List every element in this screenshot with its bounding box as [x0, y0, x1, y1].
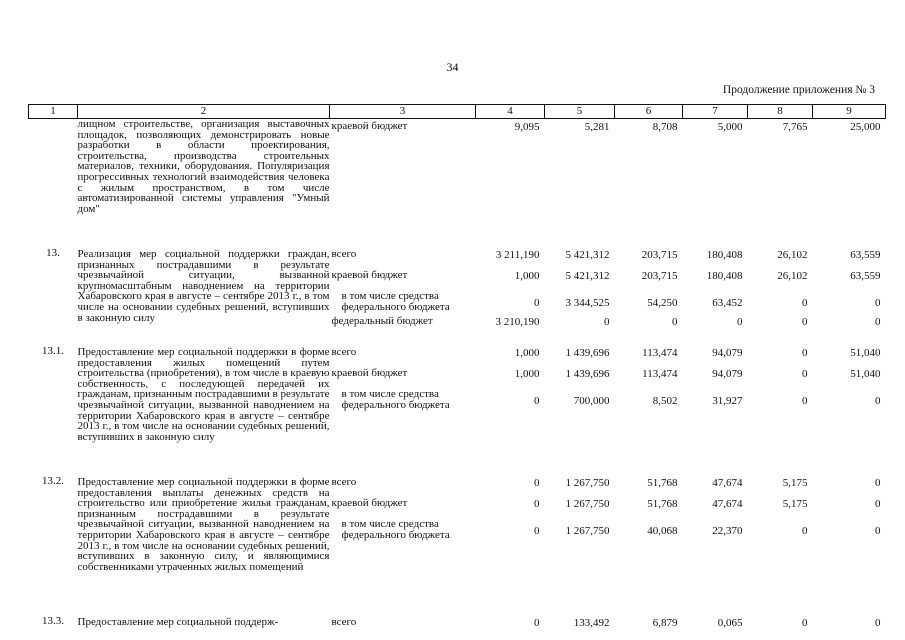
source-label: всего [331, 248, 357, 260]
value-column-4 [476, 247, 545, 335]
cell-value: 5,000 [717, 121, 743, 133]
table-body [29, 119, 886, 636]
value-column-6 [615, 475, 683, 607]
source-label: всего [331, 476, 357, 488]
cell-value: 5,175 [782, 498, 808, 510]
cell-value: 0 [802, 395, 808, 407]
cell-value: 54,250 [647, 297, 678, 309]
cell-value: 9,095 [514, 121, 540, 133]
value-column-9 [813, 119, 886, 238]
cell-value: 700,000 [573, 395, 610, 407]
table-row [29, 615, 886, 635]
cell-value: 51,040 [850, 368, 881, 380]
cell-value: 0 [875, 297, 881, 309]
cell-value: 40,068 [647, 525, 678, 537]
cell-value: 0 [604, 316, 610, 328]
cell-value: 47,674 [712, 477, 743, 489]
header-row [29, 105, 886, 119]
cell-value: 0 [534, 297, 540, 309]
cell-value: 25,000 [850, 121, 881, 133]
value-column-8 [748, 615, 813, 635]
row-number: 13.1. [42, 345, 64, 357]
cell-value: 5 421,312 [565, 249, 610, 261]
cell-value: 3 210,190 [495, 316, 540, 328]
cell-value: 63,559 [850, 270, 881, 282]
value-column-4 [476, 345, 545, 465]
row-number: 13.3. [42, 615, 64, 627]
cell-value: 0 [802, 347, 808, 359]
cell-value: 133,492 [573, 617, 610, 629]
cell-value: 180,408 [706, 270, 743, 282]
row-sources [330, 345, 476, 465]
cell-value: 94,079 [712, 368, 743, 380]
cell-value: 1,000 [514, 347, 540, 359]
source-label: краевой бюджет [331, 269, 408, 281]
source-label: краевой бюджет [331, 367, 408, 379]
row-description: Предоставление мер социальной поддержки в форме предоставления выплаты денежных средств на строительство или приобретение жилья гражданам, признанным пострадавшими в результате чрезвычайной ситуации, вызванной наводнением на территории Хабаровского края в августе – сентябре 2013 г., в том числе на основании судебных решений, вступивших в законную силу, и являющимися собственниками утраченных жилых помещений [77, 476, 330, 573]
row-number: 13.2. [42, 475, 64, 487]
value-column-9 [813, 475, 886, 607]
value-column-9 [813, 247, 886, 335]
header-col-6: 6 [615, 105, 683, 119]
header-col-1: 1 [29, 105, 78, 119]
cell-value: 7,765 [782, 121, 808, 133]
row-sources [330, 615, 476, 635]
cell-value: 1 267,750 [565, 477, 610, 489]
cell-value: 0 [875, 316, 881, 328]
value-column-6 [615, 119, 683, 238]
table-row [29, 119, 886, 238]
source-label: в том числе средства федерального бюджета [341, 290, 450, 313]
row-spacer [29, 335, 886, 345]
cell-value: 1 439,696 [565, 347, 610, 359]
cell-value: 113,474 [642, 347, 678, 359]
row-number [29, 119, 78, 238]
cell-value: 1,000 [514, 270, 540, 282]
cell-value: 180,408 [706, 249, 743, 261]
row-sources [330, 119, 476, 238]
cell-value: 31,927 [712, 395, 743, 407]
cell-value: 0 [534, 395, 540, 407]
cell-value: 26,102 [777, 249, 808, 261]
cell-value: 63,452 [712, 297, 743, 309]
cell-value: 1 267,750 [565, 498, 610, 510]
cell-value: 51,768 [647, 498, 678, 510]
value-column-5 [545, 615, 615, 635]
value-column-5 [545, 247, 615, 335]
value-column-4 [476, 615, 545, 635]
value-column-4 [476, 119, 545, 238]
row-spacer [29, 465, 886, 475]
cell-value: 63,559 [850, 249, 881, 261]
cell-value: 203,715 [641, 249, 678, 261]
header-col-9: 9 [813, 105, 886, 119]
value-column-7 [683, 345, 748, 465]
table-row [29, 247, 886, 335]
value-column-7 [683, 247, 748, 335]
cell-value: 26,102 [777, 270, 808, 282]
header-col-5: 5 [545, 105, 615, 119]
cell-value: 0 [875, 395, 881, 407]
row-spacer-cell [29, 237, 886, 247]
value-column-9 [813, 345, 886, 465]
header-col-3: 3 [330, 105, 476, 119]
row-number: 13. [46, 247, 60, 259]
cell-value: 0 [534, 498, 540, 510]
header-col-7: 7 [683, 105, 748, 119]
cell-value: 0 [737, 316, 743, 328]
cell-value: 0 [672, 316, 678, 328]
cell-value: 5 421,312 [565, 270, 610, 282]
cell-value: 0 [534, 525, 540, 537]
value-column-7 [683, 475, 748, 607]
row-description: Предоставление мер социальной поддержки в форме предоставления жилых помещений путем строительства (приобретения), в том числе в краевую собственность, с последующей передачей их гражданам, признанным пострадавшими в результате чрезвычайной ситуации, вызванной наводнением на территории Хабаровского края в августе – сентябре 2013 г., в том числе на основании судебных решений, вступивших в законную силу [77, 346, 330, 443]
header-col-4: 4 [476, 105, 545, 119]
cell-value: 0 [875, 525, 881, 537]
row-spacer-cell [29, 607, 886, 615]
value-column-8 [748, 247, 813, 335]
cell-value: 6,879 [652, 617, 678, 629]
value-column-9 [813, 615, 886, 635]
source-label: краевой бюджет [331, 497, 408, 509]
value-column-7 [683, 119, 748, 238]
cell-value: 51,768 [647, 477, 678, 489]
cell-value: 0 [534, 617, 540, 629]
row-sources [330, 475, 476, 607]
header-col-8: 8 [748, 105, 813, 119]
table-row [29, 345, 886, 465]
row-spacer [29, 607, 886, 615]
value-column-6 [615, 615, 683, 635]
value-column-6 [615, 247, 683, 335]
source-label: краевой бюджет [331, 120, 408, 132]
cell-value: 1,000 [514, 368, 540, 380]
cell-value: 51,040 [850, 347, 881, 359]
row-description: Реализация мер социальной поддержки граждан, признанных пострадавшими в результате чрезвычайной ситуации, вызванной крупномасштабным наводнением на территории Хабаровского края в августе – сентябре 2013 г., в том числе на основании судебных решений, вступивших в законную силу [77, 248, 330, 324]
cell-value: 5,281 [584, 121, 610, 133]
row-description: Предоставление мер социальной поддерж- [77, 616, 279, 628]
value-column-5 [545, 119, 615, 238]
header-col-2: 2 [78, 105, 330, 119]
row-sources [330, 247, 476, 335]
cell-value: 0,065 [717, 617, 743, 629]
cell-value: 22,370 [712, 525, 743, 537]
cell-value: 0 [875, 617, 881, 629]
source-label: в том числе средства федерального бюджета [341, 388, 450, 411]
value-column-5 [545, 475, 615, 607]
value-column-7 [683, 615, 748, 635]
cell-value: 0 [875, 498, 881, 510]
page-number: 34 [446, 60, 459, 74]
value-column-4 [476, 475, 545, 607]
value-column-8 [748, 119, 813, 238]
cell-value: 0 [534, 477, 540, 489]
cell-value: 0 [802, 368, 808, 380]
cell-value: 94,079 [712, 347, 743, 359]
table-row [29, 475, 886, 607]
cell-value: 0 [875, 477, 881, 489]
cell-value: 0 [802, 316, 808, 328]
source-label: федеральный бюджет [331, 315, 433, 327]
value-column-8 [748, 475, 813, 607]
row-spacer [29, 237, 886, 247]
budget-table [28, 104, 886, 635]
value-column-6 [615, 345, 683, 465]
cell-value: 3 344,525 [565, 297, 610, 309]
cell-value: 1 439,696 [565, 368, 610, 380]
cell-value: 0 [802, 525, 808, 537]
source-label: всего [331, 346, 357, 358]
cell-value: 113,474 [642, 368, 678, 380]
source-label: в том числе средства федерального бюджета [341, 518, 450, 541]
continuation-label: Продолжение приложения № 3 [722, 84, 875, 96]
source-label: всего [331, 616, 357, 628]
row-spacer-cell [29, 465, 886, 475]
cell-value: 47,674 [712, 498, 743, 510]
cell-value: 0 [802, 297, 808, 309]
cell-value: 203,715 [641, 270, 678, 282]
cell-value: 5,175 [782, 477, 808, 489]
cell-value: 8,708 [652, 121, 678, 133]
row-spacer-cell [29, 335, 886, 345]
cell-value: 1 267,750 [565, 525, 610, 537]
value-column-5 [545, 345, 615, 465]
cell-value: 0 [802, 617, 808, 629]
value-column-8 [748, 345, 813, 465]
row-description: лищном строительстве, организация выставочных площадок, позволяющих демонстрировать новые разработки в области проектирования, строительства, производства строительных материалов, техники, оборудования. Популяризация прогрессивных технологий взаимодействия человека с жилым пространством, в том числе автоматизированной системы управления "Умный дом" [77, 118, 330, 215]
cell-value: 8,502 [652, 395, 678, 407]
cell-value: 3 211,190 [495, 249, 540, 261]
